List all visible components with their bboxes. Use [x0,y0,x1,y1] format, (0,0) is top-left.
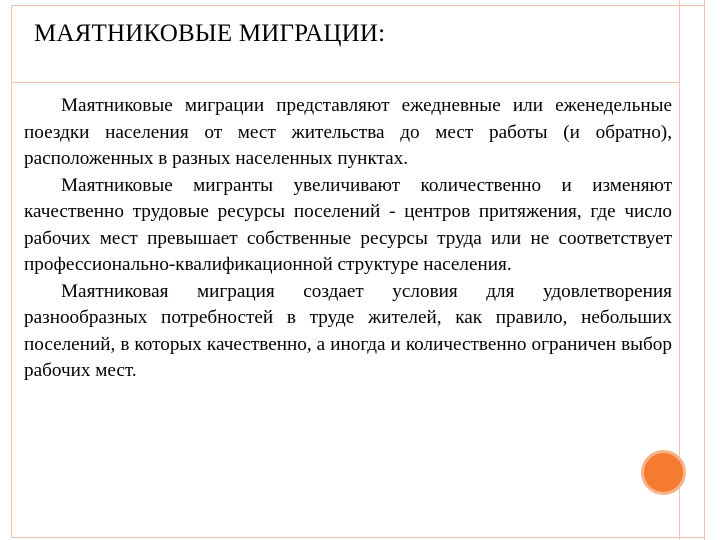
page-title: МАЯТНИКОВЫЕ МИГРАЦИИ: [34,20,386,47]
paragraph-1: Маятниковые миграции представляют ежедневные или еженедельные поездки населения от мест жительства до мест работы (и обратно), расположенных в разных населенных пунктах. [24,95,672,169]
title-divider [11,82,680,83]
accent-circle-decoration [641,450,686,495]
slide-body [24,93,672,385]
paragraph-3: Маятниковая миграция создает условия для удовлетворения разнообразных потребностей в труде жителей, как правило, небольших поселений, в которых качественно, а иногда и количественно ограничен выбор рабочих мест. [24,280,672,381]
paragraph-2: Маятниковые мигранты увеличивают количественно и изменяют качественно трудовые ресурсы поселений - центров притяжения, где число рабочих мест превышает собственные ресурсы труда или не соответствует профессионально-квалификационной структуре населения. [24,174,672,275]
slide-frame-right-band [679,0,705,540]
